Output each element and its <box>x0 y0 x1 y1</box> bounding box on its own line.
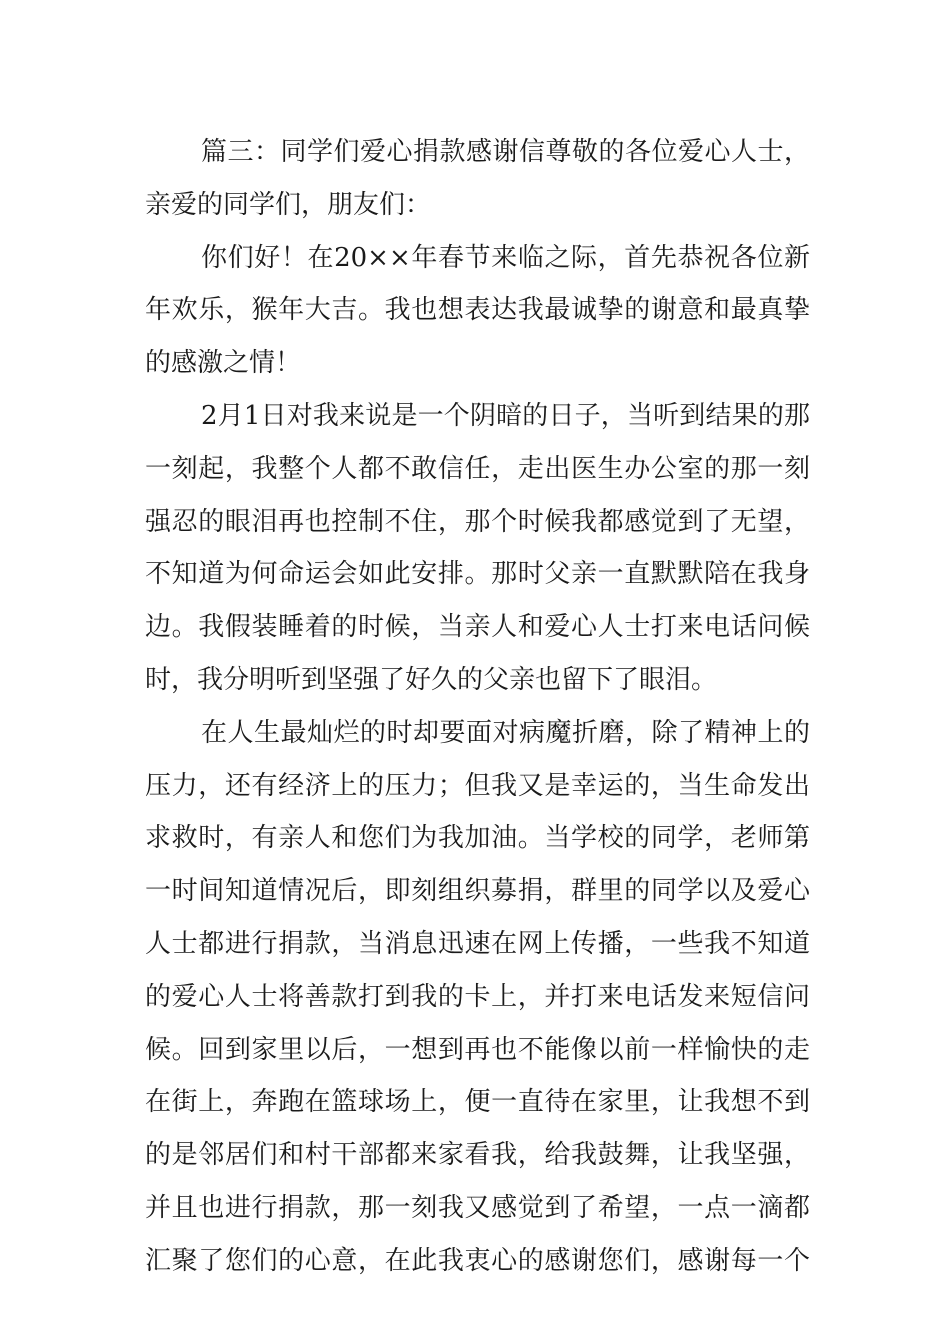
letter-body <box>145 126 810 1288</box>
paragraph-line: 候。回到家里以后，一想到再也不能像以前一样愉快的走 <box>145 1034 810 1065</box>
paragraph-line: 求救时，有亲人和您们为我加油。当学校的同学，老师第 <box>145 823 810 854</box>
paragraph-line: 在街上，奔跑在篮球场上，便一直待在家里，让我想不到 <box>145 1087 810 1118</box>
paragraph-line: 年欢乐，猴年大吉。我也想表达我最诚挚的谢意和最真挚 <box>145 295 810 326</box>
title-line: 篇三：同学们爱心捐款感谢信尊敬的各位爱心人士， <box>201 137 810 167</box>
paragraph-line: 你们好！在20××年春节来临之际，首先恭祝各位新 <box>201 242 810 273</box>
paragraph-line: 的是邻居们和村干部都来家看我，给我鼓舞，让我坚强， <box>145 1140 810 1171</box>
paragraph-line: 一时间知道情况后，即刻组织募捐，群里的同学以及爱心 <box>145 876 810 907</box>
salutation-line: 亲爱的同学们，朋友们： <box>145 189 432 220</box>
paragraph-line: 边。我假装睡着的时候，当亲人和爱心人士打来电话问候 <box>145 612 810 643</box>
paragraph-line: 2月1日对我来说是一个阴暗的日子，当听到结果的那 <box>201 400 810 431</box>
paragraph-line: 在人生最灿烂的时却要面对病魔折磨，除了精神上的 <box>201 717 810 748</box>
paragraph-line: 汇聚了您们的心意，在此我衷心的感谢您们，感谢每一个 <box>145 1245 810 1276</box>
paragraph-line: 压力，还有经济上的压力；但我又是幸运的，当生命发出 <box>145 770 810 801</box>
paragraph-line: 不知道为何命运会如此安排。那时父亲一直默默陪在我身 <box>145 559 810 590</box>
paragraph-line: 一刻起，我整个人都不敢信任，走出医生办公室的那一刻 <box>145 453 810 484</box>
paragraph-line: 的爱心人士将善款打到我的卡上，并打来电话发来短信问 <box>145 981 810 1012</box>
paragraph-line: 强忍的眼泪再也控制不住，那个时候我都感觉到了无望， <box>145 506 810 537</box>
paragraph-line: 人士都进行捐款，当消息迅速在网上传播，一些我不知道 <box>145 928 810 959</box>
paragraph-line: 时，我分明听到坚强了好久的父亲也留下了眼泪。 <box>145 664 718 695</box>
paragraph-line: 并且也进行捐款，那一刻我又感觉到了希望，一点一滴都 <box>145 1192 810 1223</box>
paragraph-line: 的感激之情！ <box>145 348 302 379</box>
